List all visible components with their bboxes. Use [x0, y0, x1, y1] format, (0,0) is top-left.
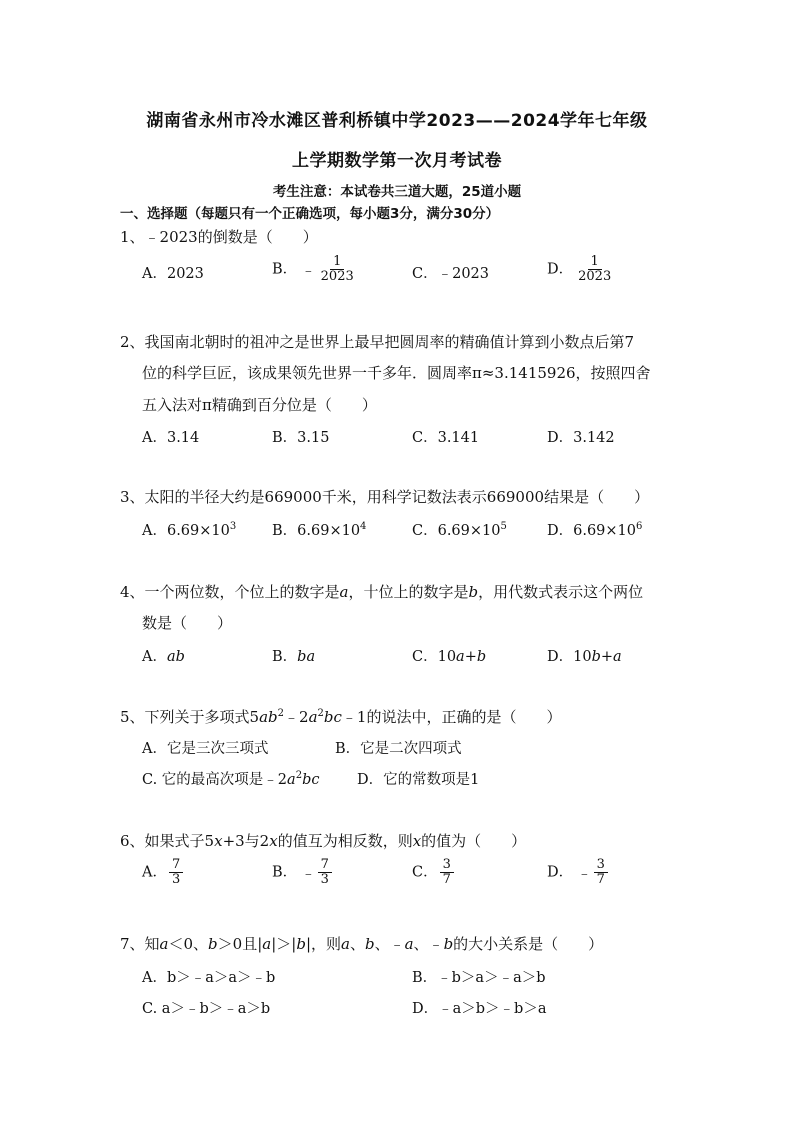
question-5-option-c: [142, 768, 319, 789]
option-label: B．: [272, 261, 298, 278]
stem-text: 的大小关系是（ ）: [453, 935, 604, 953]
variable: a: [456, 649, 465, 665]
question-2-option-a: A．3.14: [142, 430, 200, 446]
exam-notice: 考生注意：本试卷共三道大题，25道小题: [272, 184, 522, 200]
minus-sign: ﹣: [301, 866, 316, 882]
question-3-stem: 3、太阳的半径大约是669000千米，用科学记数法表示669000结果是（ ）: [120, 488, 650, 506]
exponent: 3: [229, 521, 237, 533]
question-4-line1: [120, 581, 643, 602]
option-label: B．: [272, 864, 298, 881]
stem-text: |＞|: [271, 935, 297, 953]
question-6-stem: [120, 830, 526, 851]
question-2-option-b: B．3.15: [272, 430, 330, 446]
fraction: [440, 858, 454, 887]
question-3-option-c: [412, 519, 507, 540]
question-5-stem: [120, 706, 561, 727]
question-1-stem: 1、﹣2023的倒数是（ ）: [120, 228, 318, 246]
variable: b: [476, 649, 487, 665]
question-4-option-d: [547, 645, 622, 666]
variable: a: [287, 772, 296, 788]
variable: a: [339, 583, 349, 601]
stem-text: +3与2: [222, 832, 270, 850]
option-text: D．6.69×10: [547, 523, 637, 539]
question-3-option-b: [272, 519, 366, 540]
stem-text: 的值为（ ）: [421, 832, 527, 850]
fraction-denominator: 3: [171, 872, 181, 887]
question-7-option-a: A．b＞﹣a＞a＞﹣b: [142, 970, 276, 986]
stem-text: |，则: [305, 935, 341, 953]
stem-text: ﹣2: [284, 708, 309, 726]
question-5-option-d: D．它的常数项是1: [357, 772, 480, 788]
minus-sign: ﹣: [577, 866, 592, 882]
stem-text: 6、如果式子5: [120, 832, 215, 850]
fraction-denominator: 7: [596, 872, 605, 887]
expression: ab: [166, 649, 185, 665]
option-label: D．: [547, 864, 574, 881]
option-label: D．: [547, 261, 574, 278]
option-text: A．6.69×10: [142, 523, 230, 539]
question-4-option-b: [272, 645, 315, 666]
option-text: B．6.69×10: [272, 523, 361, 539]
variable: a: [262, 935, 272, 953]
variable: a: [613, 649, 622, 665]
variable: a: [308, 708, 318, 726]
variable: b: [208, 935, 218, 953]
question-6-option-a: [142, 858, 183, 887]
fraction-numerator: 1: [330, 255, 344, 270]
option-label: C．10: [412, 649, 457, 665]
fraction: [594, 858, 608, 887]
question-1-option-c: C．﹣2023: [412, 266, 489, 282]
fraction-denominator: 3: [320, 872, 329, 887]
exam-title-line2: 上学期数学第一次月考试卷: [292, 151, 502, 171]
exponent: 6: [636, 521, 643, 533]
variable: a: [404, 935, 414, 953]
stem-text: 4、一个两位数，个位上的数字是: [120, 583, 340, 601]
question-7-stem: [120, 933, 603, 954]
fraction-numerator: 3: [594, 858, 608, 873]
variable: b: [296, 935, 306, 953]
stem-text: 7、知: [120, 935, 160, 953]
variable: x: [412, 832, 422, 850]
fraction-numerator: 1: [588, 255, 602, 270]
variable: a: [341, 935, 350, 953]
option-text: C．6.69×10: [412, 523, 501, 539]
question-4-option-c: [412, 645, 486, 666]
question-1-option-a: A．2023: [142, 266, 204, 282]
question-4-line2: 数是（ ）: [142, 614, 233, 632]
option-label: A．: [142, 649, 167, 665]
question-7-option-d: D．﹣a＞b＞﹣b＞a: [412, 1001, 547, 1017]
question-1-option-d: [547, 255, 614, 284]
exponent: 2: [277, 708, 285, 719]
option-label: A．: [142, 864, 167, 881]
plus-sign: +: [600, 649, 614, 665]
variable: bc: [323, 708, 342, 726]
variable: ab: [259, 708, 278, 726]
option-label: C．: [412, 864, 438, 881]
fraction: [169, 858, 183, 887]
variable: x: [214, 832, 223, 850]
question-7-option-b: B．﹣b＞a＞﹣a＞b: [412, 970, 546, 986]
stem-text: 、: [349, 935, 365, 953]
stem-text: ，十位上的数字是: [348, 583, 469, 601]
question-7-option-c: C. a＞﹣b＞﹣a＞b: [142, 1001, 271, 1017]
question-1-option-b: [272, 255, 357, 284]
option-label: B．: [272, 649, 298, 665]
fraction-denominator: 2023: [578, 269, 612, 284]
fraction: [318, 858, 332, 887]
stem-text: ＞0且|: [217, 935, 263, 953]
stem-text: ＜0、: [168, 935, 209, 953]
question-6-option-c: [412, 858, 454, 887]
variable: b: [468, 583, 479, 601]
fraction-numerator: 7: [318, 858, 332, 873]
question-2-option-d: D．3.142: [547, 430, 615, 446]
variable: b: [591, 649, 601, 665]
option-text: C. 它的最高次项是﹣2: [142, 772, 288, 788]
exponent: 5: [500, 521, 507, 533]
fraction: [575, 255, 614, 284]
stem-text: 、﹣: [413, 935, 444, 953]
stem-text: 的值互为相反数，则: [277, 832, 413, 850]
question-3-option-d: [547, 519, 642, 540]
question-4-option-a: [142, 645, 185, 666]
minus-sign: ﹣: [301, 263, 316, 279]
stem-text: 5、下列关于多项式5: [120, 708, 260, 726]
stem-text: ﹣1的说法中，正确的是（ ）: [341, 708, 562, 726]
question-5-option-a: A．它是三次三项式: [142, 741, 269, 757]
expression: ba: [297, 649, 316, 665]
question-3-option-a: [142, 519, 236, 540]
exponent: 2: [295, 770, 303, 782]
section-heading-choice: 一、选择题（每题只有一个正确选项，每小题3分，满分30分）: [120, 206, 500, 222]
plus-sign: +: [464, 649, 477, 665]
variable: x: [269, 832, 278, 850]
stem-text: ，用代数式表示这个两位: [478, 583, 644, 601]
variable: a: [159, 935, 169, 953]
fraction-numerator: 3: [440, 858, 454, 873]
question-2-line3: 五入法对π精确到百分位是（ ）: [142, 396, 377, 414]
fraction-numerator: 7: [169, 858, 183, 873]
exponent: 2: [317, 708, 324, 719]
question-6-option-d: [547, 858, 608, 887]
option-label: D．10: [547, 649, 592, 665]
question-2-option-c: C．3.141: [412, 430, 480, 446]
stem-text: 、﹣: [374, 935, 405, 953]
fraction-denominator: 2023: [320, 269, 354, 284]
fraction-denominator: 7: [442, 872, 451, 887]
variable: bc: [302, 772, 320, 788]
fraction: [318, 255, 357, 284]
question-2-line1: 2、我国南北朝时的祖冲之是世界上最早把圆周率的精确值计算到小数点后第7: [120, 333, 635, 351]
question-5-option-b: B．它是二次四项式: [335, 741, 462, 757]
variable: b: [443, 935, 454, 953]
question-6-option-b: [272, 858, 332, 887]
exam-title-line1: 湖南省永州市冷水滩区普利桥镇中学2023——2024学年七年级: [146, 111, 648, 131]
exponent: 4: [360, 521, 367, 533]
question-2-line2: 位的科学巨匠，该成果领先世界一千多年．圆周率π≈3.1415926，按照四舍: [142, 364, 651, 382]
variable: b: [364, 935, 375, 953]
